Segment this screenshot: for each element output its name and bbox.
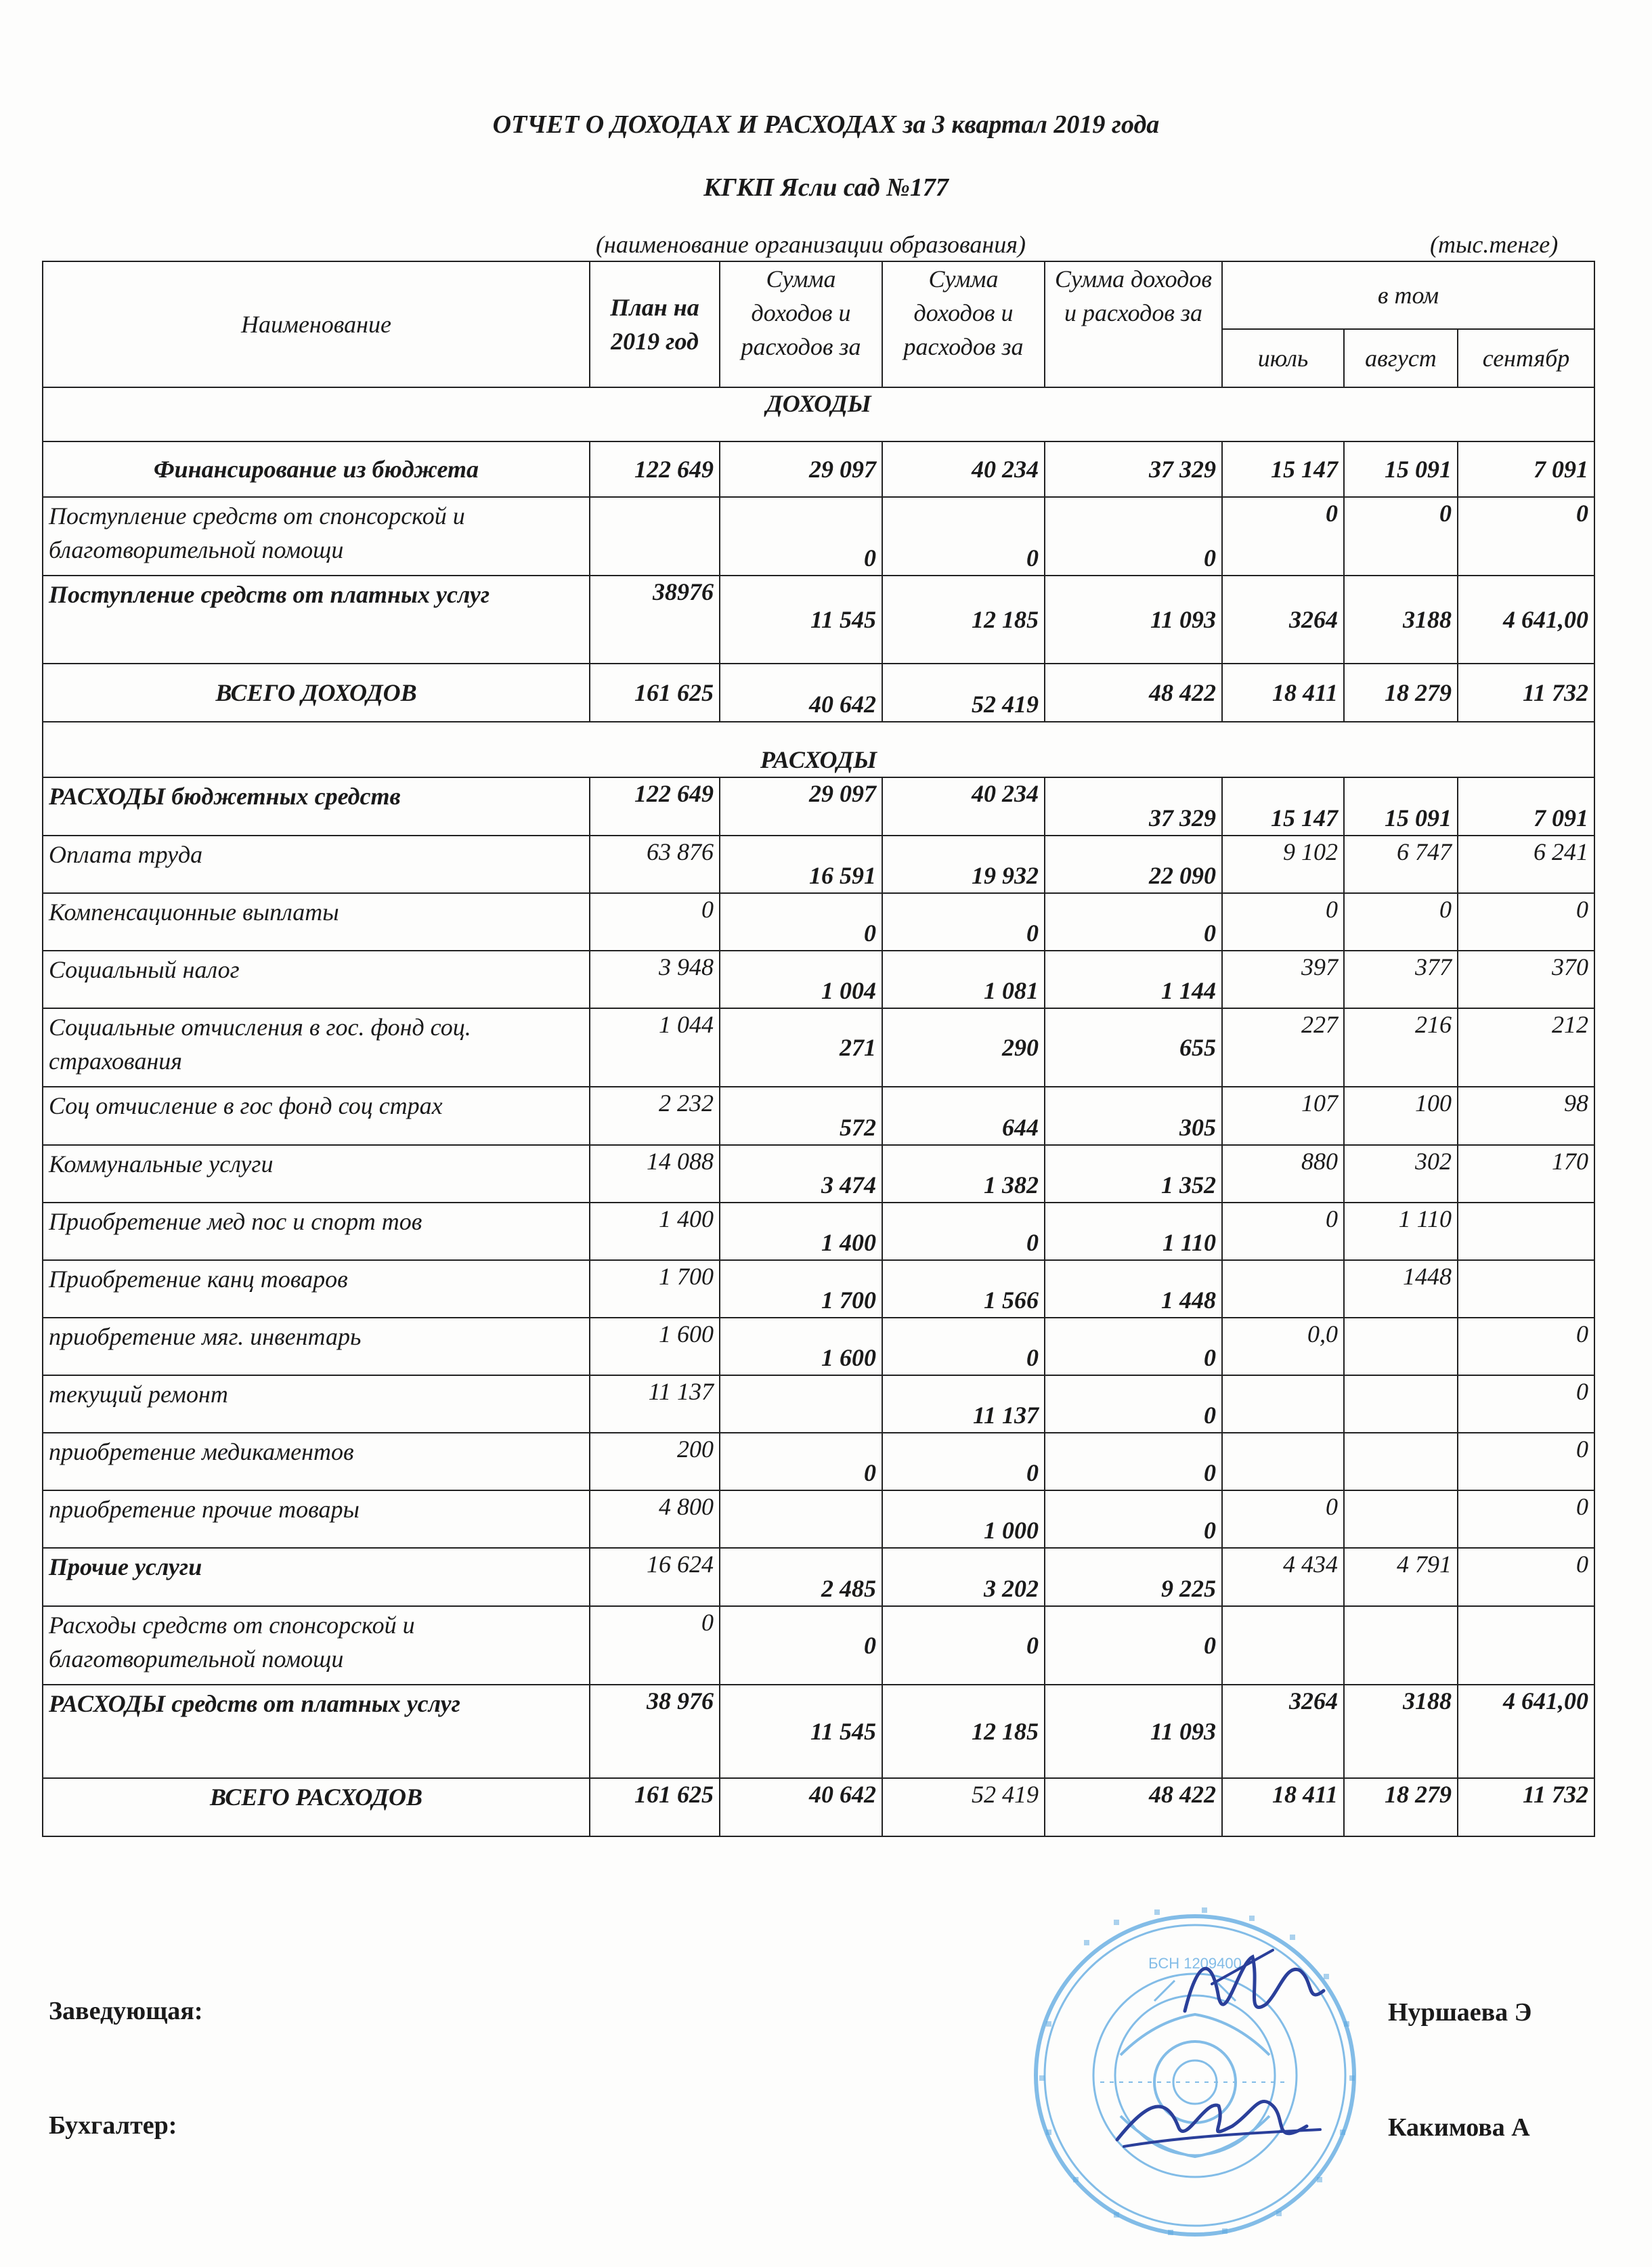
cell-month-3: 0 (1458, 1548, 1594, 1606)
cell-month-2 (1344, 1490, 1458, 1548)
table-row (43, 1260, 1594, 1318)
row-name: РАСХОДЫ бюджетных средств (43, 777, 590, 836)
column-header-sum-1: Сумма доходов и расходов за (720, 261, 882, 387)
report-title (0, 110, 1652, 139)
table-row (43, 1318, 1594, 1375)
cell-sum-2: 1 382 (882, 1145, 1045, 1203)
accountant-signature (1104, 2065, 1327, 2167)
cell-sum-3: 1 110 (1045, 1203, 1222, 1260)
cell-sum-3: 1 448 (1045, 1260, 1222, 1318)
organization-name: КГКП Ясли сад №177 (703, 173, 949, 202)
cell-month-3: 0 (1458, 1318, 1594, 1375)
cell-month-2: 1 110 (1344, 1203, 1458, 1260)
column-header-group: в том (1222, 261, 1594, 329)
accountant-name: Какимова А (1388, 2113, 1530, 2142)
cell-month-1: 107 (1222, 1087, 1344, 1145)
cell-month-3: 7 091 (1458, 777, 1594, 836)
cell-plan: 1 400 (590, 1203, 720, 1260)
cell-month-2: 377 (1344, 951, 1458, 1008)
cell-month-3: 6 241 (1458, 836, 1594, 893)
cell-month-1 (1222, 1260, 1344, 1318)
cell-sum-3: 305 (1045, 1087, 1222, 1145)
cell-sum-3: 37 329 (1045, 441, 1222, 497)
head-signature (1171, 1943, 1334, 2031)
row-name: Коммунальные услуги (43, 1145, 590, 1203)
cell-month-3: 98 (1458, 1087, 1594, 1145)
cell-sum-3: 0 (1045, 1606, 1222, 1685)
head-label: Заведующая: (49, 1997, 203, 2025)
cell-sum-3: 37 329 (1045, 777, 1222, 836)
stamp-code: БСН 1209400 (1148, 1955, 1242, 1972)
cell-plan: 4 800 (590, 1490, 720, 1548)
table-row (43, 497, 1594, 576)
cell-sum-2: 52 419 (882, 664, 1045, 722)
table-row (43, 1606, 1594, 1685)
cell-month-2 (1344, 1606, 1458, 1685)
cell-month-2: 302 (1344, 1145, 1458, 1203)
cell-month-3: 11 732 (1458, 1778, 1594, 1836)
cell-month-3: 0 (1458, 1490, 1594, 1548)
section-title-income: ДОХОДЫ (43, 387, 1594, 441)
cell-month-3: 370 (1458, 951, 1594, 1008)
cell-sum-2: 0 (882, 893, 1045, 951)
row-name: Приобретение мед пос и спорт тов (43, 1203, 590, 1260)
cell-month-2 (1344, 1375, 1458, 1433)
cell-sum-1: 1 004 (720, 951, 882, 1008)
cell-month-2: 3188 (1344, 1685, 1458, 1778)
report-title-main: ОТЧЕТ О ДОХОДАХ И РАСХОДАХ (492, 110, 897, 139)
cell-month-1: 15 147 (1222, 777, 1344, 836)
cell-plan: 0 (590, 893, 720, 951)
income-expense-table (42, 261, 1595, 1837)
table-row (43, 441, 1594, 497)
row-name: текущий ремонт (43, 1375, 590, 1433)
cell-month-2: 3188 (1344, 576, 1458, 664)
table-row (43, 777, 1594, 836)
cell-month-1: 880 (1222, 1145, 1344, 1203)
cell-month-3: 11 732 (1458, 664, 1594, 722)
cell-month-2: 216 (1344, 1008, 1458, 1087)
cell-month-1: 227 (1222, 1008, 1344, 1087)
cell-month-2: 0 (1344, 497, 1458, 576)
row-name: Соц отчисление в гос фонд соц страх (43, 1087, 590, 1145)
cell-month-2: 6 747 (1344, 836, 1458, 893)
cell-sum-2: 1 566 (882, 1260, 1045, 1318)
cell-sum-2: 0 (882, 1433, 1045, 1490)
cell-plan (590, 497, 720, 576)
cell-plan: 1 044 (590, 1008, 720, 1087)
cell-sum-1: 29 097 (720, 777, 882, 836)
cell-sum-2: 1 081 (882, 951, 1045, 1008)
unit-caption: (тыс.тенге) (1430, 231, 1559, 258)
table-row (43, 836, 1594, 893)
cell-sum-2: 3 202 (882, 1548, 1045, 1606)
cell-sum-2: 40 234 (882, 777, 1045, 836)
cell-plan: 122 649 (590, 441, 720, 497)
cell-sum-2: 0 (882, 1606, 1045, 1685)
cell-month-3: 0 (1458, 1375, 1594, 1433)
table-row (43, 1375, 1594, 1433)
row-name: РАСХОДЫ средств от платных услуг (43, 1685, 590, 1778)
cell-sum-3: 0 (1045, 497, 1222, 576)
cell-sum-1: 1 600 (720, 1318, 882, 1375)
row-name: Оплата труда (43, 836, 590, 893)
cell-month-3: 170 (1458, 1145, 1594, 1203)
cell-month-1 (1222, 1433, 1344, 1490)
cell-plan: 11 137 (590, 1375, 720, 1433)
table-row (43, 951, 1594, 1008)
cell-sum-1: 0 (720, 1606, 882, 1685)
cell-sum-2: 19 932 (882, 836, 1045, 893)
organization-caption: (наименование организации образования) (596, 231, 1026, 258)
cell-month-1: 0 (1222, 1490, 1344, 1548)
cell-plan: 38976 (590, 576, 720, 664)
cell-sum-3: 22 090 (1045, 836, 1222, 893)
cell-month-1 (1222, 1606, 1344, 1685)
cell-month-1: 4 434 (1222, 1548, 1344, 1606)
cell-month-3 (1458, 1606, 1594, 1685)
row-name: приобретение мяг. инвентарь (43, 1318, 590, 1375)
cell-month-3: 4 641,00 (1458, 1685, 1594, 1778)
cell-sum-1: 29 097 (720, 441, 882, 497)
table-row (43, 576, 1594, 664)
cell-plan: 63 876 (590, 836, 720, 893)
row-name: Финансирование из бюджета (43, 441, 590, 497)
column-header-sum-3: Сумма доходов и расходов за (1045, 261, 1222, 387)
cell-plan: 161 625 (590, 1778, 720, 1836)
table-row (43, 1008, 1594, 1087)
cell-month-1: 3264 (1222, 576, 1344, 664)
table-row (43, 1490, 1594, 1548)
cell-sum-3: 0 (1045, 893, 1222, 951)
cell-month-3: 0 (1458, 1433, 1594, 1490)
cell-sum-3: 11 093 (1045, 1685, 1222, 1778)
cell-sum-3: 0 (1045, 1490, 1222, 1548)
cell-sum-1 (720, 1490, 882, 1548)
table-row (43, 1433, 1594, 1490)
cell-sum-3: 655 (1045, 1008, 1222, 1087)
cell-sum-2: 0 (882, 1203, 1045, 1260)
cell-sum-3: 9 225 (1045, 1548, 1222, 1606)
cell-month-1: 9 102 (1222, 836, 1344, 893)
cell-sum-3: 0 (1045, 1433, 1222, 1490)
cell-plan: 1 700 (590, 1260, 720, 1318)
cell-sum-1: 1 400 (720, 1203, 882, 1260)
cell-sum-2: 40 234 (882, 441, 1045, 497)
cell-month-3: 0 (1458, 497, 1594, 576)
cell-sum-2: 1 000 (882, 1490, 1045, 1548)
accountant-label: Бухгалтер: (49, 2111, 177, 2140)
row-name: ВСЕГО ДОХОДОВ (43, 664, 590, 722)
table-row (43, 1203, 1594, 1260)
cell-sum-3: 11 093 (1045, 576, 1222, 664)
cell-sum-3: 1 352 (1045, 1145, 1222, 1203)
cell-sum-2: 52 419 (882, 1778, 1045, 1836)
table-row (43, 1548, 1594, 1606)
table-row (43, 1087, 1594, 1145)
cell-month-2: 4 791 (1344, 1548, 1458, 1606)
cell-plan: 2 232 (590, 1087, 720, 1145)
cell-month-1: 18 411 (1222, 664, 1344, 722)
cell-month-1: 0 (1222, 1203, 1344, 1260)
row-name: приобретение медикаментов (43, 1433, 590, 1490)
cell-sum-1: 40 642 (720, 1778, 882, 1836)
section-row-expenses (43, 722, 1594, 777)
cell-month-3: 7 091 (1458, 441, 1594, 497)
column-header-plan: План на 2019 год (590, 261, 720, 387)
cell-sum-1: 40 642 (720, 664, 882, 722)
cell-month-2: 15 091 (1344, 777, 1458, 836)
cell-month-3: 212 (1458, 1008, 1594, 1087)
cell-plan: 14 088 (590, 1145, 720, 1203)
head-name: Нуршаева Э (1388, 1998, 1532, 2027)
cell-sum-1: 11 545 (720, 576, 882, 664)
cell-plan: 16 624 (590, 1548, 720, 1606)
cell-plan: 122 649 (590, 777, 720, 836)
cell-month-3 (1458, 1203, 1594, 1260)
cell-sum-1: 11 545 (720, 1685, 882, 1778)
cell-plan: 0 (590, 1606, 720, 1685)
column-header-month: сентябр (1458, 329, 1594, 387)
cell-plan: 161 625 (590, 664, 720, 722)
cell-sum-2: 12 185 (882, 576, 1045, 664)
cell-plan: 1 600 (590, 1318, 720, 1375)
section-row-income (43, 387, 1594, 441)
cell-month-2: 100 (1344, 1087, 1458, 1145)
cell-month-1: 397 (1222, 951, 1344, 1008)
cell-sum-2: 11 137 (882, 1375, 1045, 1433)
cell-sum-2: 644 (882, 1087, 1045, 1145)
cell-sum-3: 0 (1045, 1375, 1222, 1433)
column-header-sum-2: Сумма доходов и расходов за (882, 261, 1045, 387)
cell-month-1: 18 411 (1222, 1778, 1344, 1836)
cell-month-2 (1344, 1433, 1458, 1490)
cell-sum-1: 572 (720, 1087, 882, 1145)
cell-plan: 38 976 (590, 1685, 720, 1778)
cell-sum-1 (720, 1375, 882, 1433)
cell-month-1: 15 147 (1222, 441, 1344, 497)
row-name: Прочие услуги (43, 1548, 590, 1606)
row-name: ВСЕГО РАСХОДОВ (43, 1778, 590, 1836)
cell-sum-3: 1 144 (1045, 951, 1222, 1008)
cell-month-3: 4 641,00 (1458, 576, 1594, 664)
cell-sum-2: 0 (882, 1318, 1045, 1375)
table-row (43, 893, 1594, 951)
row-name: Расходы средств от спонсорской и благотворительной помощи (43, 1606, 590, 1685)
cell-sum-3: 48 422 (1045, 1778, 1222, 1836)
cell-month-1: 0 (1222, 893, 1344, 951)
cell-month-2: 15 091 (1344, 441, 1458, 497)
cell-month-2: 18 279 (1344, 664, 1458, 722)
cell-month-1 (1222, 1375, 1344, 1433)
cell-month-3: 0 (1458, 893, 1594, 951)
cell-month-1: 0 (1222, 497, 1344, 576)
column-header-month: август (1344, 329, 1458, 387)
cell-plan: 3 948 (590, 951, 720, 1008)
row-name: Приобретение канц товаров (43, 1260, 590, 1318)
cell-plan: 200 (590, 1433, 720, 1490)
section-title-expenses: РАСХОДЫ (43, 722, 1594, 777)
total-row-income (43, 664, 1594, 722)
cell-month-1: 3264 (1222, 1685, 1344, 1778)
column-header-month: июль (1222, 329, 1344, 387)
cell-sum-1: 0 (720, 893, 882, 951)
cell-month-2 (1344, 1318, 1458, 1375)
cell-sum-2: 290 (882, 1008, 1045, 1087)
column-header-name: Наименование (43, 261, 590, 387)
table-row (43, 1145, 1594, 1203)
cell-sum-2: 0 (882, 497, 1045, 576)
cell-sum-3: 0 (1045, 1318, 1222, 1375)
cell-month-2: 18 279 (1344, 1778, 1458, 1836)
cell-month-1: 0,0 (1222, 1318, 1344, 1375)
row-name: Поступление средств от спонсорской и благотворительной помощи (43, 497, 590, 576)
row-name: Социальный налог (43, 951, 590, 1008)
cell-sum-1: 16 591 (720, 836, 882, 893)
row-name: Компенсационные выплаты (43, 893, 590, 951)
cell-sum-1: 271 (720, 1008, 882, 1087)
row-name: приобретение прочие товары (43, 1490, 590, 1548)
cell-sum-3: 48 422 (1045, 664, 1222, 722)
row-name: Поступление средств от платных услуг (43, 576, 590, 664)
cell-month-2: 1448 (1344, 1260, 1458, 1318)
cell-sum-1: 1 700 (720, 1260, 882, 1318)
cell-month-2: 0 (1344, 893, 1458, 951)
table-row (43, 1685, 1594, 1778)
cell-sum-1: 2 485 (720, 1548, 882, 1606)
cell-month-3 (1458, 1260, 1594, 1318)
cell-sum-1: 0 (720, 1433, 882, 1490)
row-name: Социальные отчисления в гос. фонд соц. страхования (43, 1008, 590, 1087)
total-row-expenses (43, 1778, 1594, 1836)
cell-sum-1: 0 (720, 497, 882, 576)
cell-sum-2: 12 185 (882, 1685, 1045, 1778)
cell-sum-1: 3 474 (720, 1145, 882, 1203)
report-title-period: за 3 квартал 2019 года (896, 110, 1160, 139)
